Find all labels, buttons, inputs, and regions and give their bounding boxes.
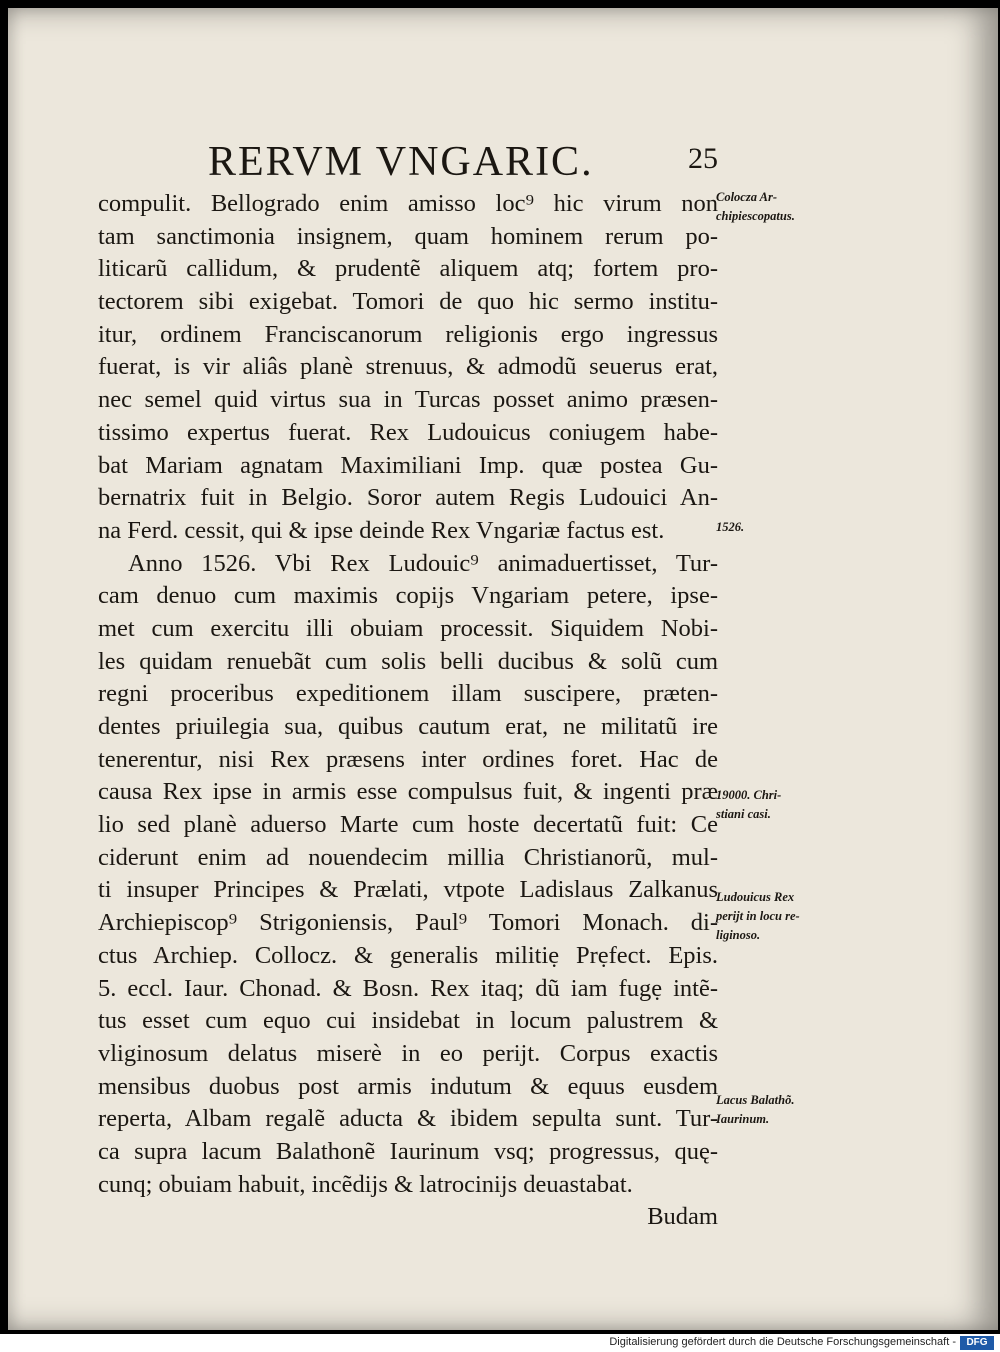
- text-line: reperta, Albam regalẽ aducta & ibidem sepulta sunt. Tur-: [98, 1105, 718, 1133]
- text-line: les quidam renuebãt cum solis belli ducibus & solũ cum: [98, 647, 718, 675]
- margin-note-line: chipiescopatus.: [716, 209, 795, 223]
- text-line: ca supra lacum Balathonẽ Iaurinum vsq; progressus, quę-: [98, 1137, 718, 1165]
- page-number: 25: [688, 142, 718, 175]
- margin-note-lacus: [716, 1091, 846, 1129]
- page-header: [208, 138, 728, 188]
- text-line: met cum exercitu illi obuiam processit. Siquidem Nobi-: [98, 614, 718, 642]
- dfg-logo: DFG: [960, 1336, 994, 1350]
- margin-note-line: Ludouicus Rex: [716, 890, 795, 904]
- funding-credit: Digitalisierung gefördert durch die Deutsche Forschungsgemeinschaft -: [609, 1336, 956, 1348]
- text-line: ti insuper Principes & Prælati, vtpote Ladislaus Zalkanus: [98, 876, 718, 904]
- margin-note-line: Iaurinum.: [716, 1112, 770, 1126]
- text-line: dentes priuilegia sua, quibus cautum erat, ne militatũ ire: [98, 713, 718, 740]
- margin-note-line: perijt in locu re-: [716, 909, 800, 923]
- text-line: regni proceribus expeditionem illam suscipere, præten-: [98, 680, 718, 708]
- text-line: lio sed planè aduerso Marte cum hoste decertatũ fuit: Ce: [98, 811, 718, 839]
- text-line: liticarũ callidum, & prudentẽ aliquem atq; fortem pro-: [98, 255, 718, 283]
- text-line: vliginosum delatus miserè in eo perijt. Corpus exactis: [98, 1039, 718, 1067]
- margin-note-line: stiani casi.: [716, 807, 771, 821]
- running-title: RERVM VNGARIC.: [208, 139, 594, 185]
- margin-note-line: 1526.: [716, 520, 745, 534]
- margin-note-ludovicus: [716, 888, 846, 945]
- text-line: tissimo expertus fuerat. Rex Ludouicus coniugem habe-: [98, 418, 718, 446]
- text-line: tenerentur, nisi Rex præsens inter ordines foret. Hac de: [98, 745, 718, 773]
- text-line: Budam: [647, 1203, 718, 1231]
- text-line: tam sanctimonia insignem, quam hominem rerum po-: [98, 222, 718, 250]
- text-line: ctus Archiep. Collocz. & generalis militiẹ Prẹfect. Epis.: [98, 941, 718, 969]
- margin-note-line: Lacus Balathõ.: [716, 1093, 795, 1107]
- margin-note-year: [716, 518, 846, 537]
- text-line: itur, ordinem Franciscanorum religionis ergo ingressus: [98, 320, 718, 348]
- margin-note-colocza: [716, 188, 846, 226]
- text-line: mensibus duobus post armis indutum & equus eusdem: [98, 1072, 718, 1100]
- text-line: cunq; obuiam habuit, incẽdijs & latrocinijs deuastabat.: [98, 1170, 633, 1198]
- text-line: na Ferd. cessit, qui & ipse deinde Rex Vngariæ factus est.: [98, 516, 665, 544]
- text-line: 5. eccl. Iaur. Chonad. & Bosn. Rex itaq; dũ iam fugẹ intẽ-: [98, 974, 718, 1002]
- margin-note-casualties: [716, 786, 846, 824]
- text-line: bernatrix fuit in Belgio. Soror autem Regis Ludouici An-: [98, 484, 718, 512]
- text-line: Anno 1526. Vbi Rex Ludouic⁹ animaduertisset, Tur-: [128, 549, 718, 577]
- text-line: compulit. Bellogrado enim amisso loc⁹ hic virum non: [98, 190, 718, 217]
- text-line: tus esset cum equo cui insidebat in locum palustrem &: [98, 1007, 718, 1035]
- text-line: causa Rex ipse in armis esse compulsus fuit, & ingenti præ: [98, 778, 718, 806]
- text-line: tectorem sibi exigebat. Tomori de quo hic sermo institu-: [98, 288, 718, 316]
- text-line: ciderunt enim ad nouendecim millia Christianorũ, mul-: [98, 843, 718, 871]
- margin-note-line: liginoso.: [716, 928, 761, 942]
- margin-note-line: 19000. Chri-: [716, 788, 782, 802]
- margin-note-line: Colocza Ar-: [716, 190, 777, 204]
- digitization-footer: [0, 1334, 1000, 1352]
- body-text: [98, 188, 718, 1234]
- text-line: bat Mariam agnatam Maximiliani Imp. quæ postea Gu-: [98, 451, 718, 479]
- text-line: Archiepiscop⁹ Strigoniensis, Paul⁹ Tomori Monach. di-: [98, 909, 718, 937]
- text-line: cam denuo cum maximis copijs Vngariam petere, ipse-: [98, 582, 718, 610]
- book-page: [8, 8, 998, 1330]
- text-line: nec semel quid virtus sua in Turcas posset animo præsen-: [98, 386, 718, 414]
- text-line: fuerat, is vir aliâs planè strenuus, & admodũ seuerus erat,: [98, 353, 718, 381]
